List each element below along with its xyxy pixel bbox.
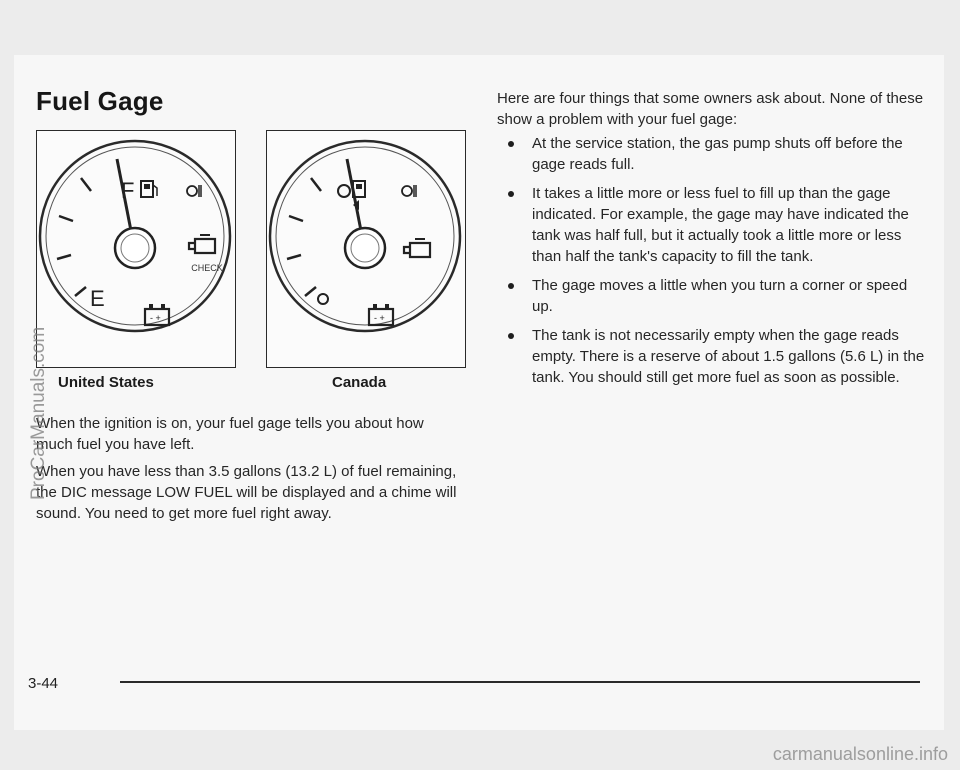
right-intro: Here are four things that some owners ask about. None of these show a problem with your fuel gage:	[497, 90, 924, 128]
list-item: It takes a little more or less fuel to fill up than the gage indicated. For example, the gage may have indicated the tank was half full, but it actually took a little more or less than half the tank's capacity to fill the tank.	[505, 183, 925, 267]
list-item: The gage moves a little when you turn a corner or speed up.	[505, 275, 925, 317]
svg-text:- +: - +	[374, 313, 385, 323]
bullet-list	[505, 133, 925, 396]
gauge-us-full-mark: F	[121, 178, 135, 203]
list-item: The tank is not necessarily empty when the gage reads empty. There is a reserve of about 1.5 gallons (5.6 L) in the tank. You should still get more fuel as soon as possible.	[505, 325, 925, 388]
gauge-us-frame	[36, 130, 236, 368]
page-heading: Fuel Gage	[36, 86, 164, 116]
gauge-us-empty-mark: E	[90, 286, 105, 311]
svg-text:- +: - +	[150, 313, 161, 323]
gauge-us-check-label: CHECK	[191, 263, 223, 273]
gauge-canada-frame	[266, 130, 466, 368]
gauge-canada-illustration	[267, 131, 467, 369]
left-paragraph-2: When you have less than 3.5 gallons (13.2 L) of fuel remaining, the DIC message LOW FUEL will be displayed and a chime will sound. You need to get more fuel right away.	[36, 463, 457, 522]
watermark-left: ProCarManuals.com	[28, 326, 49, 500]
gauge-us-illustration	[37, 131, 237, 369]
gauge-us-caption: United States	[58, 374, 154, 391]
left-paragraph-1: When the ignition is on, your fuel gage tells you about how much fuel you have left.	[36, 415, 424, 453]
gauge-canada-caption: Canada	[332, 374, 387, 391]
list-item: At the service station, the gas pump shuts off before the gage reads full.	[505, 133, 925, 175]
page-number: 3-44	[28, 675, 59, 692]
footer-rule	[120, 681, 920, 683]
watermark-bottom: carmanualsonline.info	[772, 744, 948, 764]
